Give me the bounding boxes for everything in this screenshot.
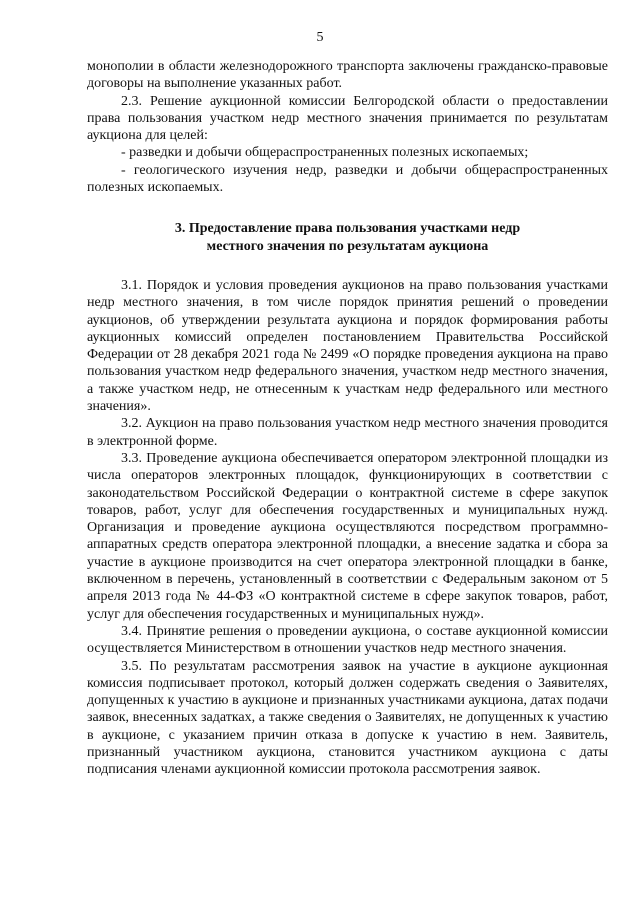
section-heading-line-1: 3. Предоставление права пользования участками недр [174,221,521,237]
paragraph-3-4: 3.4. Принятие решения о проведении аукциона, о составе аукционной комиссии осуществляется Министерством в отношении участков недр местного значения. [87,623,608,657]
paragraph-3-2: 3.2. Аукцион на право пользования участком недр местного значения проводится в электронной форме. [87,416,608,449]
document-body [87,58,608,779]
list-item-exploration: - разведки и добычи общераспространенных полезных ископаемых; [121,145,529,161]
paragraph-3-1: 3.1. Порядок и условия проведения аукционов на право пользования участками недр местного значения, в том числе порядок принятия решений о проведении аукционов, об утверждении результата аукциона и порядок формирования работы аукционных комиссий определен постановлением Правительства Российской Федерации от 28 декабря 2021 года № 2499 «О порядке проведения аукциона на право пользования участком недр федерального значения, участком недр местного значения, а также участком недр, не отнесенным к участкам недр федерального или местного значения». [87,277,608,415]
page-number: 5 [316,30,324,45]
section-heading-line-2: местного значения по результатам аукциона [206,238,489,254]
paragraph-3-5: 3.5. По результатам рассмотрения заявок на участие в аукционе аукционная комиссия подписывает протокол, который должен содержать сведения о Заявителях, допущенных к участию в аукционе и признанных участниками аукциона, датах подачи заявок, внесенных задатках, а также сведения о Заявителях, не допущенных к участию в аукционе, с указанием причин отказа в допуске к участию в нем. Заявитель, признанный участником аукциона, становится участником аукциона с даты подписания членами аукционной комиссии протокола рассмотрения заявок. [87,658,608,778]
list-item-geological-study: - геологического изучения недр, разведки и добычи общераспространенных полезных ископаемых. [87,162,608,196]
paragraph-2-3: 2.3. Решение аукционной комиссии Белгородской области о предоставлении права пользования участком недр местного значения принимается по результатам аукциона для целей: [87,93,608,144]
paragraph-continuation: монополии в области железнодорожного транспорта заключены гражданско-правовые договоры на выполнение указанных работ. [87,59,608,92]
paragraph-3-3: 3.3. Проведение аукциона обеспечивается оператором электронной площадки из числа операторов электронных площадок, функционирующих в соответствии с законодательством Российской Федерации о контрактной системе в сфере закупок товаров, работ, услуг для обеспечения государственных и муниципальных нужд. Организация и проведение аукциона осуществляются посредством программно-аппаратных средств оператора электронной площадки, а внесение задатка и сбора за участие в аукционе производится на счет оператора электронной площадки в банке, включенном в перечень, установленный в соответствии с Федеральным законом от 5 апреля 2013 года № 44-ФЗ «О контрактной системе в сфере закупок товаров, работ, услуг для обеспечения государственных и муниципальных нужд». [87,450,608,622]
section-heading [87,220,608,255]
